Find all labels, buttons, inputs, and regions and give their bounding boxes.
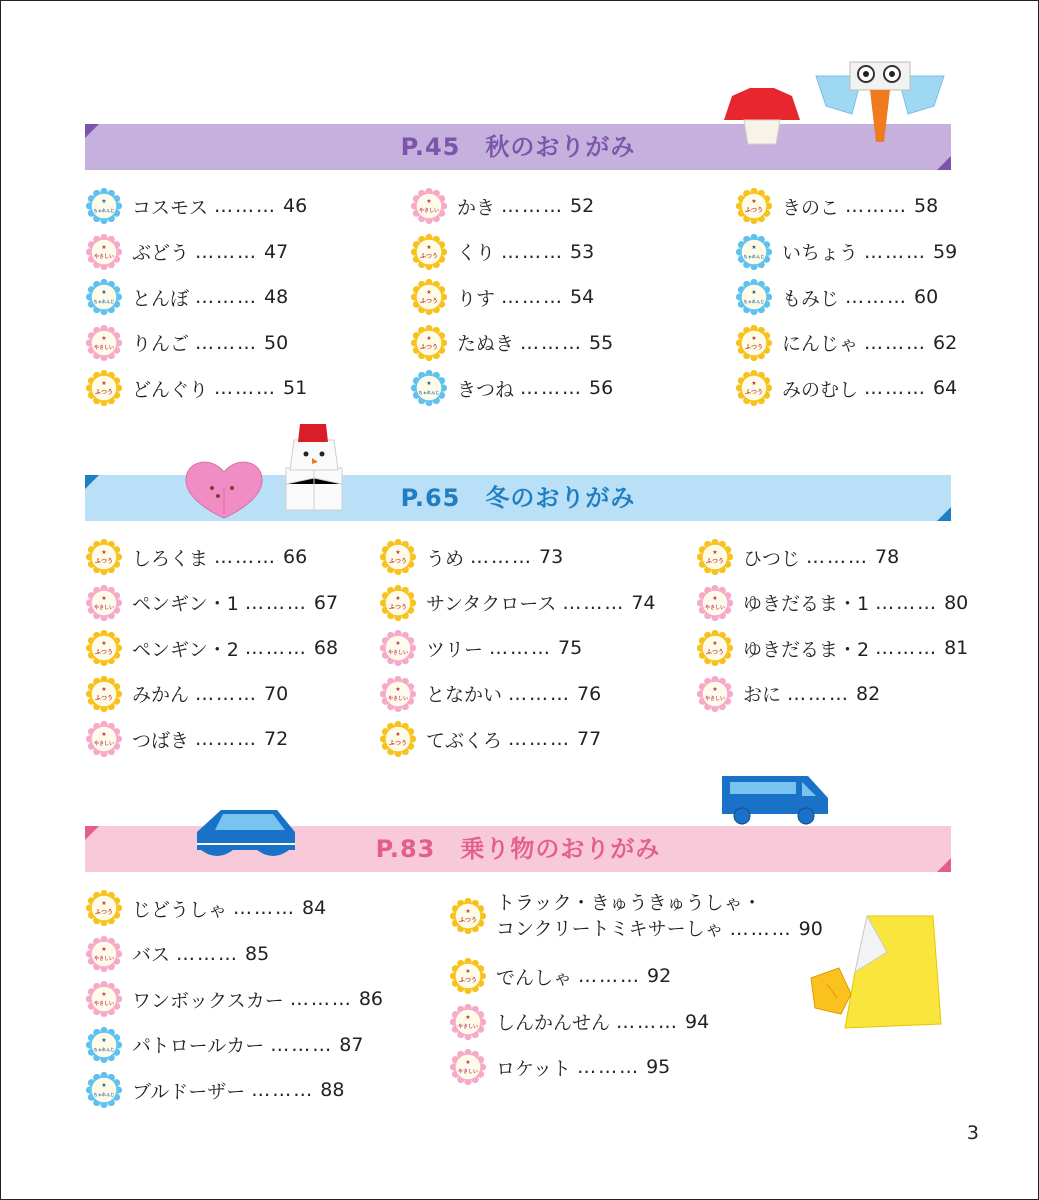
- difficulty-badge-yasashii: [380, 676, 416, 712]
- entry-title: いちょう: [782, 242, 859, 264]
- toc-entry[interactable]: [86, 1070, 344, 1110]
- entry-page-number: 81: [944, 637, 969, 659]
- difficulty-badge-futsuu: [86, 676, 122, 712]
- difficulty-badge-label: やさしい: [387, 650, 409, 656]
- leader-dots: ………: [501, 195, 565, 217]
- toc-entry[interactable]: [450, 956, 671, 996]
- toc-entry[interactable]: [86, 1025, 363, 1065]
- toc-entry[interactable]: [86, 232, 288, 272]
- difficulty-badge-futsuu: [380, 721, 416, 757]
- leader-dots: ………: [508, 728, 572, 750]
- svg-text:★: ★: [751, 289, 757, 296]
- toc-entry[interactable]: [86, 583, 338, 623]
- difficulty-badge-label: ふつう: [388, 740, 408, 747]
- svg-text:★: ★: [465, 968, 471, 975]
- entry-page-number: 67: [313, 591, 339, 614]
- entry-page-number: 68: [313, 637, 339, 659]
- entry-page-number: 94: [685, 1010, 710, 1033]
- difficulty-badge-label: ふつう: [744, 207, 764, 214]
- toc-entry[interactable]: [86, 674, 288, 714]
- entry-title: となかい: [426, 684, 503, 706]
- svg-text:★: ★: [751, 334, 757, 342]
- leader-dots: ………: [875, 591, 939, 614]
- svg-text:★: ★: [395, 731, 401, 738]
- entry-title: コスモス: [132, 196, 209, 219]
- svg-text:★: ★: [101, 685, 107, 693]
- difficulty-badge-yasashii: [411, 188, 447, 224]
- difficulty-badge-label: ちゃれんじ: [93, 1092, 115, 1097]
- svg-text:★: ★: [426, 243, 432, 251]
- entry-page-number: 70: [264, 682, 289, 705]
- toc-entry[interactable]: [86, 368, 307, 408]
- difficulty-badge-label: ふつう: [94, 694, 114, 702]
- leader-dots: ………: [289, 988, 353, 1010]
- svg-text:★: ★: [712, 594, 718, 602]
- toc-entry[interactable]: [86, 186, 307, 226]
- entry-page-number: 95: [646, 1056, 671, 1078]
- difficulty-badge-chousen: [86, 279, 122, 315]
- page-number: 3: [966, 1122, 979, 1144]
- difficulty-badge-label: ちゃれんじ: [418, 390, 440, 395]
- toc-entry[interactable]: [736, 232, 957, 272]
- entry-title: みかん: [132, 684, 190, 706]
- svg-text:★: ★: [101, 731, 107, 738]
- leader-dots: ………: [520, 331, 584, 354]
- difficulty-badge-label: ふつう: [419, 298, 439, 305]
- leader-dots: ………: [845, 286, 909, 308]
- leader-dots: ………: [244, 637, 308, 659]
- entry-page-number: 55: [589, 331, 614, 354]
- difficulty-badge-futsuu: [411, 234, 447, 270]
- entry-title: きのこ: [782, 196, 840, 219]
- difficulty-badge-label: やさしい: [387, 695, 409, 702]
- toc-entry[interactable]: [450, 1047, 670, 1087]
- difficulty-badge-label: やさしい: [704, 695, 726, 702]
- svg-text:★: ★: [101, 594, 107, 602]
- svg-text:★: ★: [426, 334, 432, 342]
- entry-page-number: 72: [264, 728, 289, 750]
- difficulty-badge-label: ふつう: [94, 909, 114, 916]
- svg-text:★: ★: [101, 243, 107, 251]
- entry-page-number: 50: [264, 331, 289, 354]
- toc-entry[interactable]: [86, 323, 288, 363]
- toc-entry[interactable]: [380, 537, 563, 577]
- entry-title: パトロールカー: [132, 1035, 265, 1057]
- entry-title: おに: [743, 684, 782, 706]
- difficulty-badge-label: やさしい: [93, 253, 115, 260]
- entry-title: にんじゃ: [782, 333, 859, 355]
- entry-title: りんご: [132, 333, 190, 355]
- toc-entry[interactable]: [697, 583, 968, 623]
- toc-entry[interactable]: [380, 674, 601, 714]
- leader-dots: ………: [489, 637, 553, 659]
- leader-dots: ………: [501, 286, 565, 308]
- difficulty-badge-label: ちゃれんじ: [93, 299, 115, 304]
- difficulty-badge-yasashii: [450, 1049, 486, 1085]
- entry-title: じどうしゃ: [132, 898, 228, 921]
- toc-entry[interactable]: [697, 628, 968, 668]
- dragonfly-origami-illustration: [812, 58, 952, 148]
- entry-page-number: 84: [302, 897, 327, 919]
- toc-entry[interactable]: [697, 674, 880, 714]
- toc-entry[interactable]: [86, 719, 288, 759]
- leader-dots: ………: [195, 286, 259, 308]
- difficulty-badge-label: ふつう: [419, 343, 439, 351]
- car-origami-illustration: [193, 806, 299, 864]
- difficulty-badge-label: やさしい: [93, 344, 115, 351]
- difficulty-badge-futsuu: [86, 370, 122, 406]
- entry-title: ワンボックスカー: [132, 989, 284, 1012]
- entry-page-number: 88: [320, 1079, 345, 1101]
- svg-text:★: ★: [426, 198, 432, 205]
- entry-page-number: 87: [339, 1033, 364, 1056]
- leader-dots: ………: [233, 897, 297, 919]
- svg-text:★: ★: [101, 1082, 107, 1089]
- svg-text:★: ★: [101, 334, 107, 342]
- entry-title: ブルドーザー: [132, 1080, 246, 1103]
- entry-page-number: 62: [933, 331, 958, 354]
- entry-title: しろくま: [132, 547, 209, 570]
- difficulty-badge-label: ふつう: [705, 558, 725, 565]
- svg-text:★: ★: [465, 1013, 471, 1021]
- difficulty-badge-yasashii: [697, 676, 733, 712]
- entry-title: てぶくろ: [426, 729, 503, 752]
- svg-text:★: ★: [712, 640, 718, 647]
- svg-text:★: ★: [395, 594, 401, 602]
- toc-entry[interactable]: [86, 979, 383, 1019]
- svg-text:★: ★: [395, 549, 401, 556]
- svg-text:★: ★: [101, 945, 107, 953]
- leader-dots: ………: [562, 591, 626, 614]
- entry-page-number: 66: [283, 546, 308, 568]
- difficulty-badge-futsuu: [736, 325, 772, 361]
- svg-text:★: ★: [395, 640, 401, 647]
- difficulty-badge-yasashii: [86, 234, 122, 270]
- leader-dots: ………: [195, 240, 259, 263]
- leader-dots: ………: [214, 546, 278, 568]
- entry-page-number: 75: [558, 637, 583, 659]
- svg-text:★: ★: [465, 908, 471, 915]
- entry-title: ペンギン・2: [132, 638, 239, 661]
- toc-entry[interactable]: [86, 934, 269, 974]
- leader-dots: ………: [864, 240, 928, 263]
- toc-entry[interactable]: [380, 628, 582, 668]
- leader-dots: ………: [244, 591, 308, 614]
- entry-title: りす: [457, 287, 496, 310]
- leader-dots: ………: [787, 682, 851, 705]
- entry-title: ゆきだるま・1: [743, 593, 870, 615]
- svg-text:★: ★: [101, 549, 107, 556]
- difficulty-badge-label: ふつう: [744, 389, 764, 396]
- svg-text:★: ★: [101, 640, 107, 647]
- leader-dots: ………: [508, 682, 572, 705]
- entry-title: くり: [457, 242, 496, 264]
- leader-dots: ………: [195, 682, 259, 705]
- difficulty-badge-label: やさしい: [418, 208, 440, 214]
- svg-text:★: ★: [426, 289, 432, 296]
- difficulty-badge-label: やさしい: [457, 1023, 479, 1030]
- difficulty-badge-label: ふつう: [94, 389, 114, 396]
- difficulty-badge-futsuu: [411, 279, 447, 315]
- toc-entry[interactable]: [736, 277, 938, 317]
- entry-page-number: 46: [283, 195, 308, 217]
- difficulty-badge-label: ふつう: [388, 558, 408, 565]
- difficulty-badge-label: やさしい: [457, 1069, 479, 1075]
- leader-dots: ………: [864, 377, 928, 399]
- entry-page-number: 51: [283, 377, 308, 399]
- leader-dots: ………: [845, 195, 909, 217]
- entry-page-number: 73: [539, 546, 564, 568]
- entry-title: ひつじ: [743, 547, 801, 570]
- difficulty-badge-chousen: [736, 234, 772, 270]
- difficulty-badge-futsuu: [450, 898, 486, 934]
- difficulty-badge-yasashii: [380, 630, 416, 666]
- difficulty-badge-futsuu: [697, 539, 733, 575]
- difficulty-badge-futsuu: [380, 539, 416, 575]
- entry-title: たぬき: [457, 333, 515, 355]
- entry-title: もみじ: [782, 287, 840, 310]
- difficulty-badge-chousen: [736, 279, 772, 315]
- entry-page-number: 78: [875, 546, 900, 568]
- toc-entry[interactable]: [86, 537, 307, 577]
- entry-title: ツリー: [426, 638, 484, 661]
- difficulty-badge-label: ちゃれんじ: [93, 208, 115, 213]
- svg-text:★: ★: [751, 243, 757, 251]
- difficulty-badge-label: ちゃれんじ: [743, 253, 765, 259]
- entry-page-number: 90: [798, 918, 823, 940]
- entry-title: ロケット: [496, 1057, 572, 1080]
- entry-page-number: 92: [647, 965, 672, 987]
- difficulty-badge-futsuu: [450, 958, 486, 994]
- difficulty-badge-futsuu: [411, 325, 447, 361]
- toc-entry[interactable]: [380, 583, 656, 623]
- leader-dots: ………: [214, 195, 278, 217]
- leader-dots: ………: [864, 331, 928, 354]
- section-title: P.83 乗り物のおりがみ: [375, 835, 661, 863]
- svg-text:★: ★: [101, 991, 107, 998]
- entry-title: うめ: [426, 547, 465, 570]
- difficulty-badge-yasashii: [86, 936, 122, 972]
- svg-text:★: ★: [465, 1059, 471, 1066]
- svg-text:★: ★: [426, 380, 432, 387]
- difficulty-badge-label: ふつう: [94, 558, 114, 565]
- entry-page-number: 85: [245, 942, 270, 965]
- entry-title: バス: [132, 944, 171, 966]
- svg-text:★: ★: [751, 198, 757, 205]
- entry-page-number: 82: [856, 682, 881, 705]
- difficulty-badge-yasashii: [86, 325, 122, 361]
- difficulty-badge-futsuu: [380, 585, 416, 621]
- entry-page-number: 47: [264, 240, 289, 263]
- difficulty-badge-label: ふつう: [419, 252, 439, 260]
- entry-title: みのむし: [782, 378, 859, 401]
- entry-page-number: 86: [358, 988, 383, 1010]
- toc-entry[interactable]: [411, 232, 594, 272]
- entry-page-number: 59: [933, 240, 958, 263]
- difficulty-badge-label: やさしい: [704, 604, 726, 611]
- entry-title: どんぐり: [132, 378, 209, 401]
- leader-dots: ………: [577, 1056, 641, 1078]
- svg-text:★: ★: [395, 685, 401, 693]
- bulldozer-bucket-origami-illustration: [805, 912, 945, 1036]
- difficulty-badge-yasashii: [450, 1004, 486, 1040]
- leader-dots: ………: [729, 918, 793, 940]
- svg-text:★: ★: [101, 900, 107, 907]
- entry-title: しんかんせん: [496, 1012, 611, 1034]
- toc-entry[interactable]: [736, 368, 957, 408]
- toc-entry[interactable]: [380, 719, 601, 759]
- difficulty-badge-label: やさしい: [93, 955, 115, 962]
- difficulty-badge-yasashii: [697, 585, 733, 621]
- toc-entry[interactable]: [411, 277, 594, 317]
- toc-entry[interactable]: [411, 323, 613, 363]
- difficulty-badge-futsuu: [86, 890, 122, 926]
- svg-text:★: ★: [101, 198, 107, 205]
- difficulty-badge-label: やさしい: [93, 604, 115, 611]
- entry-page-number: 76: [577, 682, 602, 705]
- svg-text:★: ★: [712, 549, 718, 556]
- difficulty-badge-chousen: [86, 188, 122, 224]
- entry-title: トラック・きゅうきゅうしゃ・: [496, 892, 762, 914]
- difficulty-badge-label: ふつう: [458, 917, 478, 924]
- leader-dots: ………: [520, 377, 584, 399]
- leader-dots: ………: [578, 965, 642, 987]
- toc-entry[interactable]: [411, 368, 613, 408]
- entry-page-number: 60: [914, 286, 939, 308]
- toc-entry[interactable]: [86, 277, 288, 317]
- difficulty-badge-chousen: [411, 370, 447, 406]
- difficulty-badge-label: ふつう: [94, 649, 114, 656]
- entry-title: きつね: [457, 378, 515, 401]
- toc-entry[interactable]: [86, 888, 326, 928]
- entry-title-line2: コンクリートミキサーしゃ: [496, 918, 724, 940]
- difficulty-badge-label: ちゃれんじ: [743, 299, 765, 304]
- entry-title: とんぼ: [132, 287, 190, 310]
- section-title: P.45 秋のおりがみ: [400, 133, 636, 161]
- leader-dots: ………: [214, 377, 278, 399]
- entry-page-number: 74: [631, 591, 656, 614]
- bus-origami-illustration: [718, 772, 832, 828]
- leader-dots: ………: [501, 240, 565, 263]
- entry-page-number: 77: [577, 728, 602, 750]
- mushroom-origami-illustration: [722, 86, 802, 152]
- difficulty-badge-label: ふつう: [705, 649, 725, 656]
- entry-page-number: 52: [570, 195, 595, 217]
- svg-text:★: ★: [101, 380, 107, 387]
- difficulty-badge-label: ちゃれんじ: [93, 1046, 115, 1052]
- svg-text:★: ★: [751, 380, 757, 387]
- entry-page-number: 48: [264, 286, 289, 308]
- entry-page-number: 56: [589, 377, 614, 399]
- toc-entry[interactable]: [86, 628, 338, 668]
- entry-page-number: 58: [914, 195, 939, 217]
- difficulty-badge-label: ふつう: [388, 603, 408, 611]
- difficulty-badge-label: ふつう: [458, 977, 478, 984]
- svg-text:★: ★: [712, 685, 718, 693]
- difficulty-badge-chousen: [86, 1027, 122, 1063]
- difficulty-badge-label: ふつう: [744, 343, 764, 351]
- toc-entry[interactable]: [697, 537, 899, 577]
- leader-dots: ………: [270, 1033, 334, 1056]
- difficulty-badge-yasashii: [86, 981, 122, 1017]
- difficulty-badge-label: やさしい: [93, 1001, 115, 1007]
- leader-dots: ………: [616, 1010, 680, 1033]
- difficulty-badge-futsuu: [736, 370, 772, 406]
- entry-page-number: 64: [933, 377, 958, 399]
- difficulty-badge-futsuu: [86, 539, 122, 575]
- svg-text:★: ★: [101, 289, 107, 296]
- difficulty-badge-futsuu: [86, 630, 122, 666]
- entry-title: サンタクロース: [426, 593, 557, 615]
- difficulty-badge-futsuu: [697, 630, 733, 666]
- difficulty-badge-yasashii: [86, 721, 122, 757]
- leader-dots: ………: [195, 728, 259, 750]
- leader-dots: ………: [195, 331, 259, 354]
- difficulty-badge-label: やさしい: [93, 741, 115, 747]
- difficulty-badge-yasashii: [86, 585, 122, 621]
- entry-title: ゆきだるま・2: [743, 638, 870, 661]
- leader-dots: ………: [176, 942, 240, 965]
- entry-page-number: 54: [570, 286, 595, 308]
- section-title: P.65 冬のおりがみ: [400, 484, 636, 512]
- entry-title: かき: [457, 196, 496, 219]
- difficulty-badge-chousen: [86, 1072, 122, 1108]
- toc-entry[interactable]: [736, 323, 957, 363]
- plum-blossom-origami-illustration: [182, 458, 266, 520]
- difficulty-badge-futsuu: [736, 188, 772, 224]
- toc-entry[interactable]: [736, 186, 938, 226]
- snowman-origami-illustration: [278, 418, 350, 512]
- entry-page-number: 80: [944, 591, 969, 614]
- entry-title: でんしゃ: [496, 966, 573, 989]
- entry-page-number: 53: [570, 240, 595, 263]
- toc-entry[interactable]: [450, 1002, 709, 1042]
- leader-dots: ………: [875, 637, 939, 659]
- entry-title: ぶどう: [132, 242, 190, 264]
- entry-title: つばき: [132, 729, 190, 752]
- leader-dots: ………: [470, 546, 534, 568]
- toc-entry[interactable]: [411, 186, 594, 226]
- toc-entry[interactable]: [450, 890, 823, 942]
- svg-text:★: ★: [101, 1036, 107, 1044]
- entry-title: ペンギン・1: [132, 593, 239, 615]
- leader-dots: ………: [806, 546, 870, 568]
- leader-dots: ………: [251, 1079, 315, 1101]
